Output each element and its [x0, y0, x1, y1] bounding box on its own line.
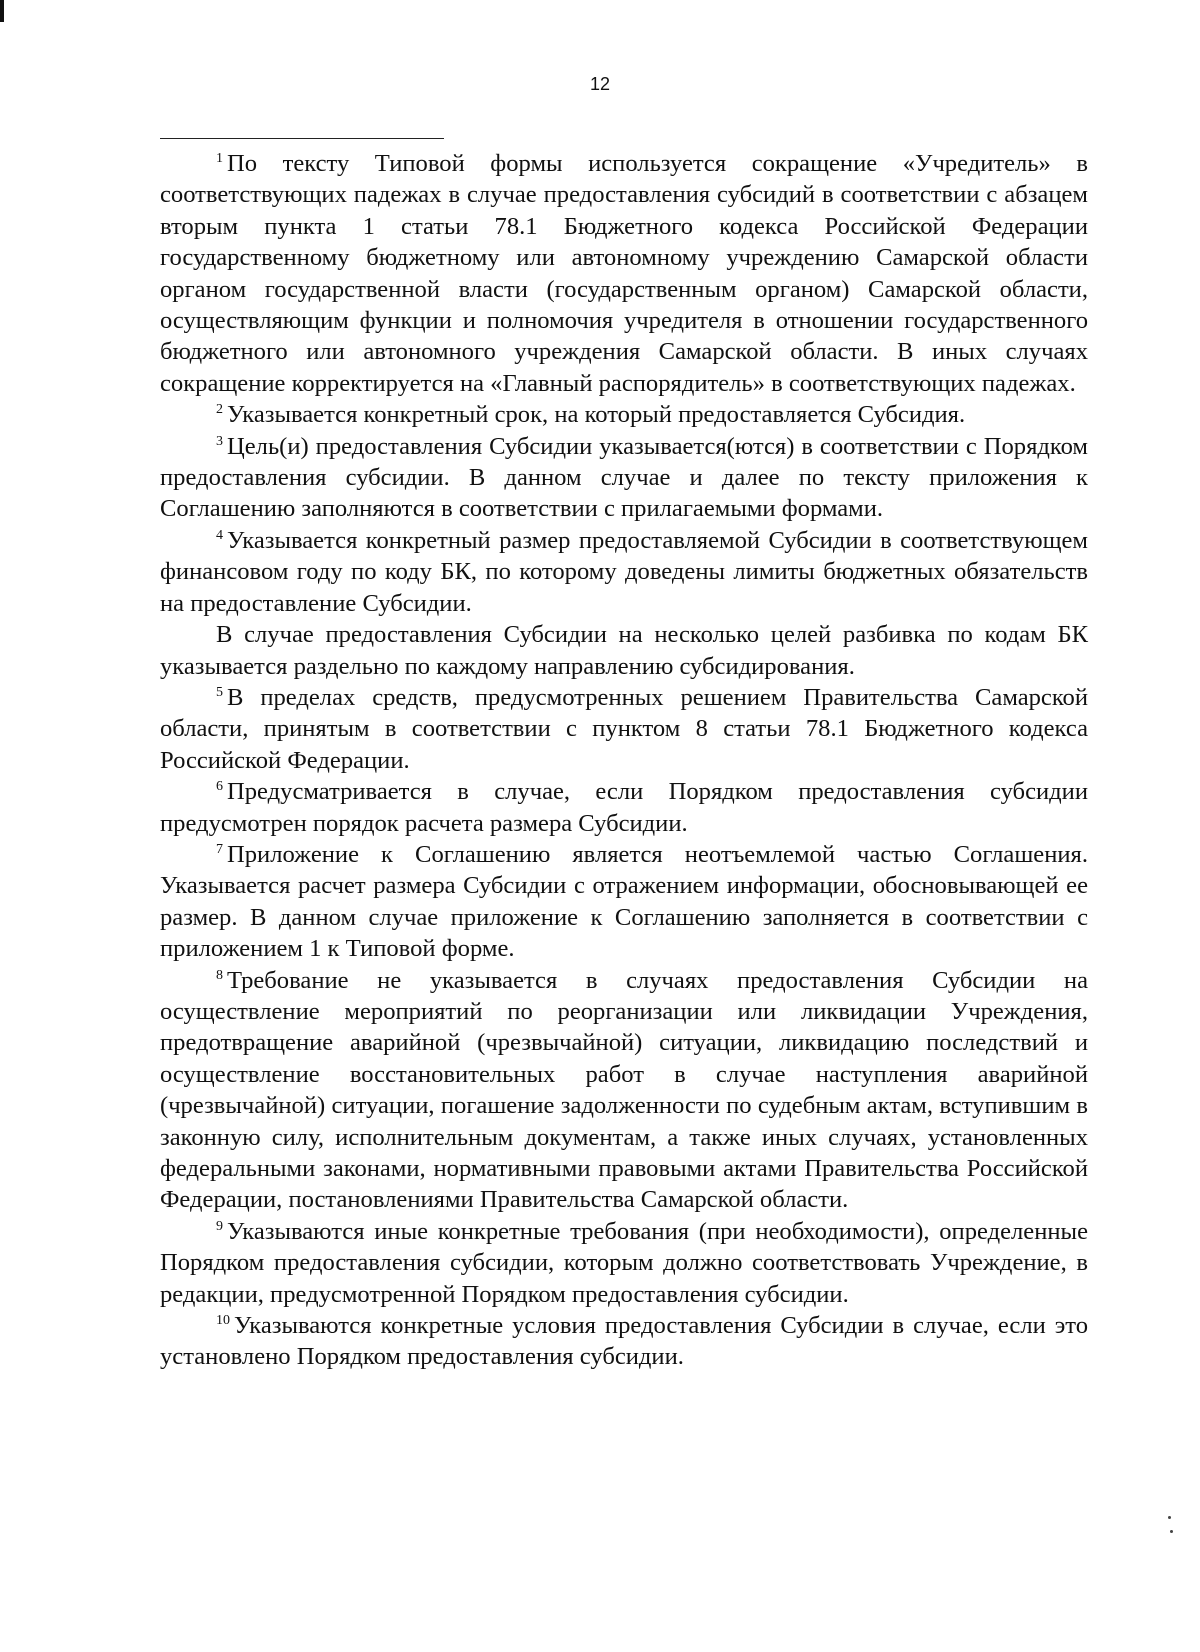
- footnote-text: Указываются конкретные условия предоставления Субсидии в случае, если это установлено Порядком предоставления субсидии.: [160, 1312, 1088, 1371]
- scan-edge-mark: [0, 0, 4, 22]
- footnote-mark: 2: [216, 402, 223, 418]
- footnote-3: [160, 431, 1088, 525]
- footnote-6: [160, 776, 1088, 839]
- scan-speck: [1168, 1516, 1171, 1519]
- footnote-mark: 7: [216, 841, 223, 857]
- footnote-text: Указываются иные конкретные требования (при необходимости), определенные Порядком предоставления субсидии, которым должно соответствовать Учреждение, в редакции, предусмотренной Порядком предоставления субсидии.: [160, 1217, 1088, 1308]
- footnote-text: Указывается конкретный срок, на который предоставляется Субсидия.: [227, 401, 966, 429]
- footnote-4: [160, 525, 1088, 619]
- footnote-9: [160, 1216, 1088, 1310]
- footnote-mark: 5: [216, 684, 223, 700]
- page-number: 12: [589, 74, 611, 94]
- footnote-mark: 3: [216, 433, 223, 449]
- footnote-8: [160, 965, 1088, 1216]
- footnote-mark: 1: [216, 151, 223, 166]
- footnote-text: Приложение к Соглашению является неотъемлемой частью Соглашения. Указывается расчет размера Субсидии с отражением информации, обосновывающей ее размер. В данном случае приложение к Соглашению заполняется в соответствии с приложением 1 к Типовой форме.: [160, 840, 1088, 963]
- footnote-4-continuation: [160, 619, 1088, 682]
- footnote-text: В пределах средств, предусмотренных решением Правительства Самарской области, принятым в соответствии с пунктом 8 статьи 78.1 Бюджетного кодекса Российской Федерации.: [160, 683, 1088, 774]
- footnote-text: По тексту Типовой формы используется сокращение «Учредитель» в соответствующих падежах в случае предоставления субсидий в соответствии с абзацем вторым пункта 1 статьи 78.1 Бюджетного кодекса Российской Федерации государственному бюджетному или автономному учреждению Самарской области органом государственной власти (государственным органом) Самарской области, осуществляющим функции и полномочия учредителя в отношении государственного бюджетного или автономного учреждения Самарской области. В иных случаях сокращение корректируется на «Главный распорядитель» в соответствующих падежах.: [160, 150, 1088, 397]
- footnote-7: [160, 839, 1088, 965]
- footnote-mark: 9: [216, 1218, 223, 1234]
- footnote-1: [160, 148, 1088, 399]
- footnote-mark: 8: [216, 967, 223, 983]
- footnote-text: Указывается конкретный размер предоставляемой Субсидии в соответствующем финансовом году по коду БК, по которому доведены лимиты бюджетных обязательств на предоставление Субсидии.: [160, 526, 1088, 617]
- footnote-separator: [160, 138, 444, 139]
- footnote-text: Требование не указывается в случаях предоставления Субсидии на осуществление мероприятий по реорганизации или ликвидации Учреждения, предотвращение аварийной (чрезвычайной) ситуации, ликвидацию последствий и осуществление восстановительных работ в случае наступления аварийной (чрезвычайной) ситуации, погашение задолженности по судебным актам, вступившим в законную силу, исполнительным документам, а также иных случаях, установленных федеральными законами, нормативными правовыми актами Правительства Российской Федерации, постановлениями Правительства Самарской области.: [160, 966, 1088, 1214]
- footnote-text: Цель(и) предоставления Субсидии указывается(ются) в соответствии с Порядком предоставления субсидии. В данном случае и далее по тексту приложения к Соглашению заполняются в соответствии с прилагаемыми формами.: [160, 432, 1088, 523]
- footnotes-block: [160, 148, 1088, 1373]
- footnote-text: Предусматривается в случае, если Порядком предоставления субсидии предусмотрен порядок расчета размера Субсидии.: [160, 778, 1088, 837]
- footnote-2: [160, 399, 1088, 430]
- footnote-text: В случае предоставления Субсидии на несколько целей разбивка по кодам БК указывается раздельно по каждому направлению субсидирования.: [160, 621, 1088, 680]
- footnote-5: [160, 682, 1088, 776]
- scan-speck: [1170, 1530, 1173, 1533]
- footnote-mark: 10: [216, 1313, 230, 1329]
- footnote-mark: 6: [216, 779, 223, 795]
- footnote-10: [160, 1310, 1088, 1373]
- footnote-mark: 4: [216, 527, 223, 543]
